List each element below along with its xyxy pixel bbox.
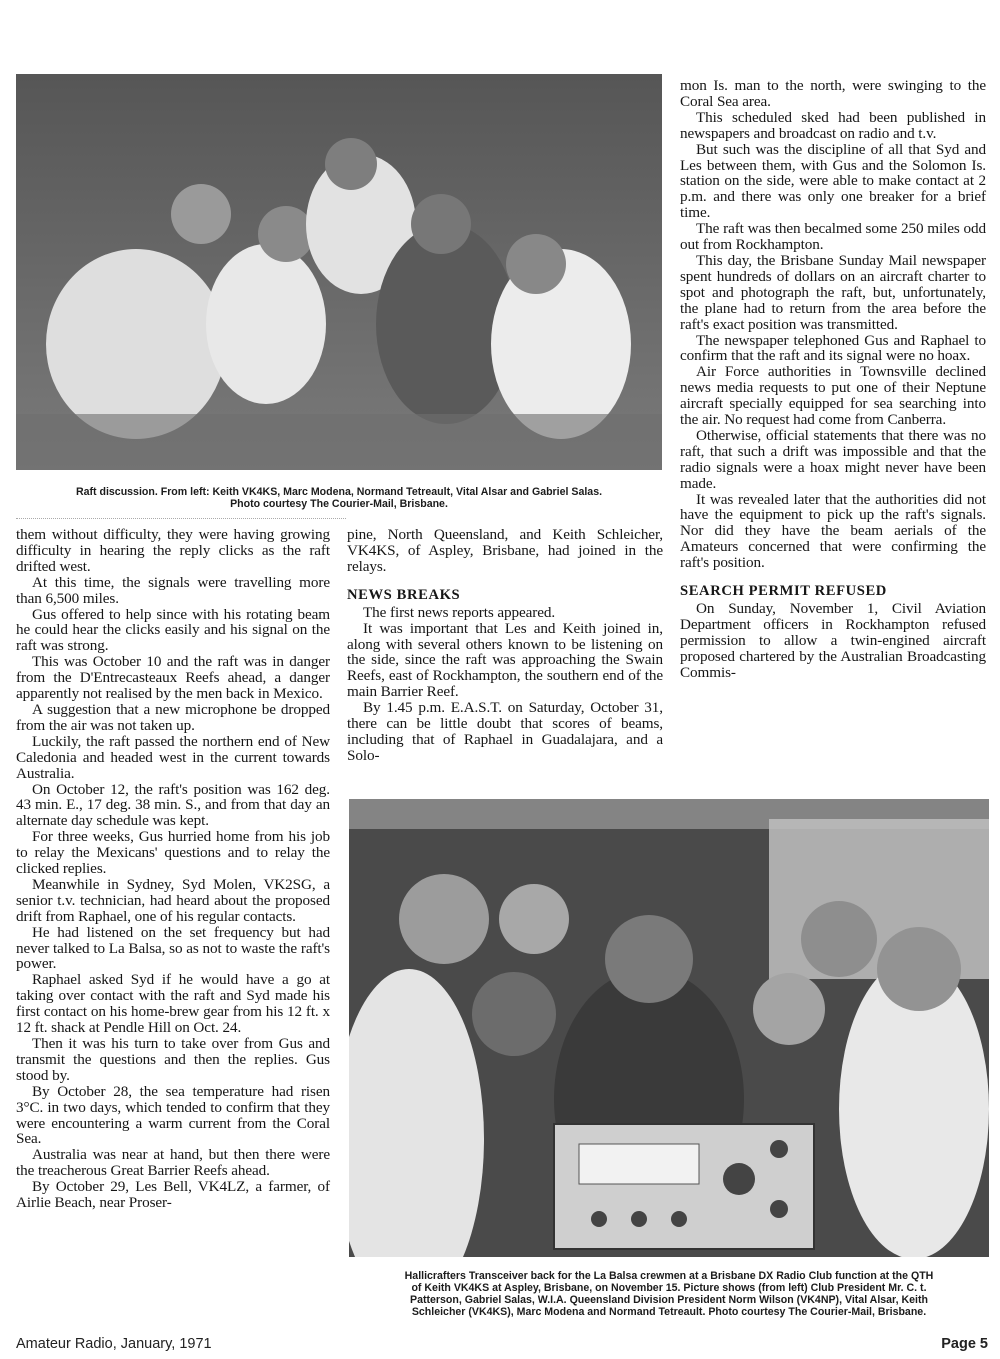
separator-rule — [16, 518, 346, 521]
paragraph: By October 28, the sea temperature had risen 3°C. in two days, which tended to confirm that they were encountering a warm current from the Coral Sea. — [16, 1082, 330, 1148]
paragraph: Gus offered to help since with his rotating beam he could hear the clicks easily and his signal on the raft was strong. — [16, 605, 330, 655]
footer-page-number: Page 5 — [941, 1336, 988, 1352]
paragraph: It was revealed later that the authorities did not have the equipment to pick up the raft's signals. Nor did they have the beam aerials of the Amateurs concerned that were confirming the raft's position. — [680, 490, 986, 572]
paragraph: them without difficulty, they were having growing difficulty in hearing the reply clicks as the raft drifted west. — [16, 526, 330, 575]
paragraph: Otherwise, official statements that there was no raft, that such a drift was impossible and that the radio signals were a hoax might never have been made. — [680, 426, 986, 492]
caption-line: of Keith VK4KS at Aspley, Brisbane, on November 15. Picture shows (from left) Club President Mr. C. t. — [411, 1282, 927, 1294]
paragraph: The first news reports appeared. — [363, 603, 556, 621]
paragraph: By 1.45 p.m. E.A.S.T. on Saturday, October 31, there can be little doubt that scores of beams, including that of Raphael in Guadalajara, and a Solo- — [347, 699, 663, 764]
footer-publication: Amateur Radio, January, 1971 — [16, 1336, 212, 1352]
paragraph: Australia was near at hand, but then there were the treacherous Great Barrier Reefs ahead. — [16, 1146, 330, 1180]
paragraph: It was important that Les and Keith joined in, along with several others known to be listening on the side, since the raft was approaching the Swain Reefs, east of Rockhampton, the southern end of the main Barrier Reef. — [347, 619, 663, 701]
paragraph: mon Is. man to the north, were swinging to the Coral Sea area. — [680, 77, 986, 110]
caption-line: Schleicher (VK4KS), Marc Modena and Normand Tetreault. Photo courtesy The Courier-Mail, Brisbane. — [411, 1306, 927, 1318]
paragraph: The newspaper telephoned Gus and Raphael to confirm that the raft and its signal were no hoax. — [680, 331, 986, 365]
paragraph: This day, the Brisbane Sunday Mail newspaper spent hundreds of dollars on an aircraft charter to spot and photograph the raft, but, unfortunately, the plane had to return from the area before the raft's exact position was transmitted. — [680, 251, 986, 333]
paragraph: Air Force authorities in Townsville declined news media requests to put one of their Neptune aircraft specially equipped for sea searching into the air. No request had come from Canberra. — [680, 363, 986, 429]
photo-raft-discussion — [16, 74, 662, 470]
paragraph: Then it was his turn to take over from Gus and transmit the questions and then the replies. Gus stood by. — [16, 1035, 330, 1084]
section-heading-news-breaks: NEWS BREAKS — [347, 586, 461, 603]
paragraph: A suggestion that a new microphone be dropped from the air was not taken up. — [16, 700, 330, 734]
caption-line: Photo courtesy The Courier-Mail, Brisbane. — [230, 498, 448, 510]
paragraph: This was October 10 and the raft was in danger from the D'Entrecasteaux Reefs ahead, a danger apparently not realised by the men back in Mexico. — [16, 653, 330, 703]
paragraph: Luckily, the raft passed the northern end of New Caledonia and headed west in the current towards Australia. — [16, 732, 330, 782]
column-2 — [347, 527, 663, 764]
column-3 — [680, 78, 986, 681]
paragraph: Raphael asked Syd if he would have a go at taking over contact with the raft and Syd made his first contact on his home-brew gear from his 12 ft. x 12 ft. shack at Pendle Hill on Oct. 24. — [16, 971, 330, 1037]
paragraph: For three weeks, Gus hurried home from his job to relay the Mexicans' questions and to relay the clicked replies. — [16, 828, 330, 878]
section-heading-search-permit: SEARCH PERMIT REFUSED — [680, 583, 887, 600]
paragraph: He had listened on the set frequency but had never talked to La Balsa, so as not to waste the raft's power. — [16, 923, 330, 973]
photo-transceiver-group — [349, 799, 989, 1257]
paragraph: On Sunday, November 1, Civil Aviation Department officers in Rockhampton refused permission to allow a twin-engined aircraft proposed chartered by the Australian Broadcasting Commis- — [680, 600, 986, 681]
photo-transceiver-caption — [349, 1270, 989, 1318]
paragraph: But such was the discipline of all that Syd and Les between them, with Gus and the Solomon Is. station on the side, were able to make contact at 2 p.m. and there was only one breaker for a brief time. — [680, 140, 986, 222]
paragraph: On October 12, the raft's position was 162 deg. 43 min. E., 17 deg. 38 min. S., and from that day an alternate day schedule was kept. — [16, 780, 330, 830]
paragraph: This scheduled sked had been published in newspapers and broadcast on radio and t.v. — [680, 108, 986, 142]
caption-line: Raft discussion. From left: Keith VK4KS, Marc Modena, Normand Tetreault, Vital Alsar and Gabriel Salas. — [75, 486, 603, 498]
paragraph: The raft was then becalmed some 250 miles odd out from Rockhampton. — [680, 220, 986, 254]
paragraph: Meanwhile in Sydney, Syd Molen, VK2SG, a senior t.v. technician, had heard about the proposed drift from Raphael, one of his regular contacts. — [16, 875, 330, 925]
caption-line: Hallicrafters Transceiver back for the La Balsa crewmen at a Brisbane DX Radio Club function at the QTH — [404, 1270, 934, 1282]
photo-transceiver-group-image — [349, 799, 989, 1257]
column-1 — [16, 527, 330, 1211]
paragraph: At this time, the signals were travelling more than 6,500 miles. — [16, 573, 330, 607]
caption-line: Patterson, Gabriel Salas, W.I.A. Queensland Division President Norm Wilson (VK4NP), Vital Alsar, Keith — [410, 1294, 928, 1306]
photo-raft-discussion-image — [16, 74, 662, 470]
paragraph: pine, North Queensland, and Keith Schleicher, VK4KS, of Aspley, Brisbane, had joined in the relays. — [347, 526, 663, 575]
paragraph: By October 29, Les Bell, VK4LZ, a farmer, of Airlie Beach, near Proser- — [16, 1178, 330, 1212]
photo-raft-discussion-caption — [16, 486, 662, 510]
